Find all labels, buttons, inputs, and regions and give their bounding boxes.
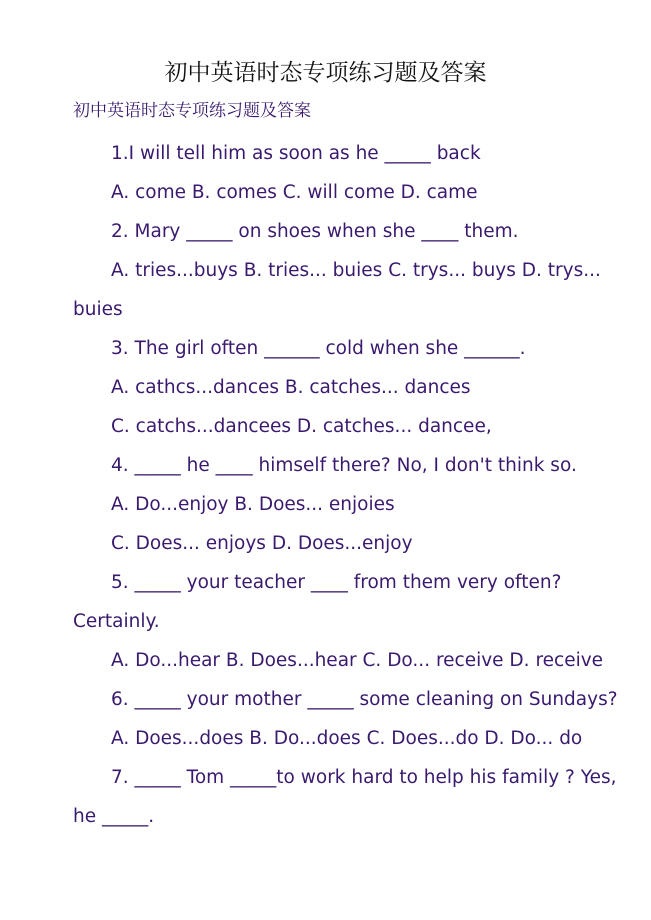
text-line: A. tries...buys B. tries... buies C. trys... buys D. trys... <box>111 260 601 281</box>
text-line: 6. _____ your mother _____ some cleaning on Sundays? <box>111 689 618 710</box>
document-body <box>73 134 618 836</box>
text-line: A. Do...enjoy B. Does... enjoies <box>111 494 395 515</box>
text-line: 1.I will tell him as soon as he _____ back <box>111 143 481 164</box>
text-line: 5. _____ your teacher ____ from them very often? <box>111 572 562 593</box>
text-line: buies <box>73 299 123 320</box>
text-line: C. Does... enjoys D. Does...enjoy <box>111 533 413 554</box>
text-line: 4. _____ he ____ himself there? No, I don't think so. <box>111 455 577 476</box>
document-title: 初中英语时态专项练习题及答案 <box>164 60 487 86</box>
text-line: A. cathcs...dances B. catches... dances <box>111 377 471 398</box>
text-line: A. Does...does B. Do...does C. Does...do D. Do... do <box>111 728 583 749</box>
text-line: he _____. <box>73 806 155 827</box>
document-subtitle: 初中英语时态专项练习题及答案 <box>73 101 311 121</box>
text-line: A. Do...hear B. Does...hear C. Do... receive D. receive <box>111 650 604 671</box>
text-line: 7. _____ Tom _____to work hard to help his family ? Yes, <box>111 767 617 788</box>
text-line: 3. The girl often ______ cold when she ______. <box>111 338 526 359</box>
text-line: 2. Mary _____ on shoes when she ____ them. <box>111 221 519 242</box>
text-line: C. catchs...dancees D. catches... dancee, <box>111 416 492 437</box>
text-line: A. come B. comes C. will come D. came <box>111 182 478 203</box>
text-line: Certainly. <box>73 611 160 632</box>
